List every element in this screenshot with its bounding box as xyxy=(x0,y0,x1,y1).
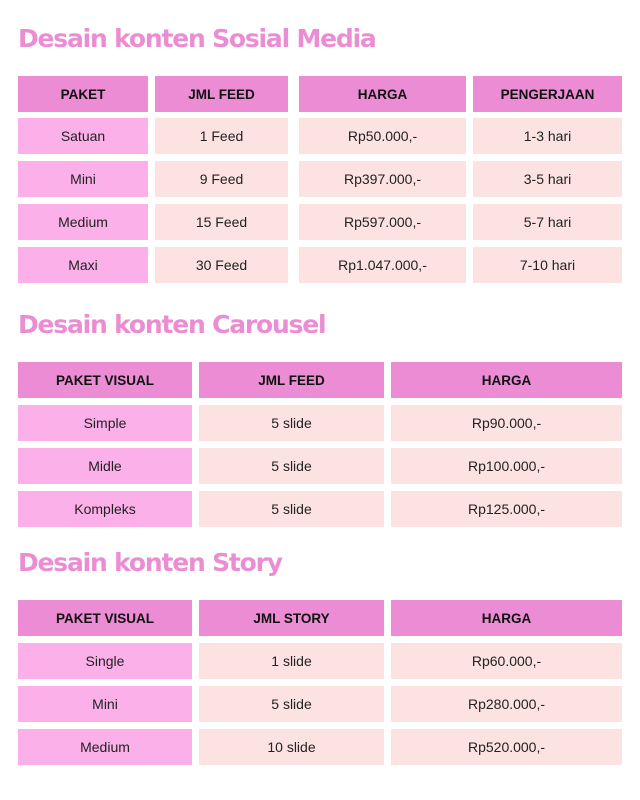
cell-harga: Rp1.047.000,- xyxy=(299,247,466,283)
cell-harga: Rp90.000,- xyxy=(391,405,622,441)
header-jml-feed: JML FEED xyxy=(199,362,384,398)
section-title-sosial-media: Desain konten Sosial Media xyxy=(18,24,376,53)
header-paket: PAKET xyxy=(18,76,148,112)
cell-jml-story: 5 slide xyxy=(199,686,384,722)
cell-paket: Satuan xyxy=(18,118,148,154)
cell-pengerjaan: 5-7 hari xyxy=(473,204,622,240)
cell-jml-feed: 5 slide xyxy=(199,405,384,441)
cell-paket-visual: Kompleks xyxy=(18,491,192,527)
header-jml-story: JML STORY xyxy=(199,600,384,636)
cell-jml-feed: 9 Feed xyxy=(155,161,288,197)
cell-paket: Medium xyxy=(18,204,148,240)
cell-harga: Rp520.000,- xyxy=(391,729,622,765)
cell-harga: Rp100.000,- xyxy=(391,448,622,484)
header-harga: HARGA xyxy=(299,76,466,112)
cell-harga: Rp397.000,- xyxy=(299,161,466,197)
cell-harga: Rp50.000,- xyxy=(299,118,466,154)
section-title-carousel: Desain konten Carousel xyxy=(18,310,326,339)
cell-harga: Rp280.000,- xyxy=(391,686,622,722)
cell-jml-story: 10 slide xyxy=(199,729,384,765)
header-harga: HARGA xyxy=(391,362,622,398)
cell-jml-story: 1 slide xyxy=(199,643,384,679)
cell-jml-feed: 5 slide xyxy=(199,491,384,527)
cell-pengerjaan: 7-10 hari xyxy=(473,247,622,283)
cell-jml-feed: 1 Feed xyxy=(155,118,288,154)
cell-paket: Mini xyxy=(18,161,148,197)
cell-pengerjaan: 3-5 hari xyxy=(473,161,622,197)
cell-paket-visual: Midle xyxy=(18,448,192,484)
cell-jml-feed: 5 slide xyxy=(199,448,384,484)
header-paket-visual: PAKET VISUAL xyxy=(18,600,192,636)
header-paket-visual: PAKET VISUAL xyxy=(18,362,192,398)
cell-paket-visual: Mini xyxy=(18,686,192,722)
cell-paket: Maxi xyxy=(18,247,148,283)
price-table-story xyxy=(18,600,622,766)
header-pengerjaan: PENGERJAAN xyxy=(473,76,622,112)
header-harga: HARGA xyxy=(391,600,622,636)
cell-paket-visual: Medium xyxy=(18,729,192,765)
cell-harga: Rp597.000,- xyxy=(299,204,466,240)
cell-paket-visual: Simple xyxy=(18,405,192,441)
cell-paket-visual: Single xyxy=(18,643,192,679)
cell-jml-feed: 30 Feed xyxy=(155,247,288,283)
price-table-carousel xyxy=(18,362,622,528)
section-title-story: Desain konten Story xyxy=(18,548,282,577)
price-table-sosial-media xyxy=(18,76,622,284)
cell-harga: Rp125.000,- xyxy=(391,491,622,527)
cell-pengerjaan: 1-3 hari xyxy=(473,118,622,154)
header-jml-feed: JML FEED xyxy=(155,76,288,112)
cell-jml-feed: 15 Feed xyxy=(155,204,288,240)
cell-harga: Rp60.000,- xyxy=(391,643,622,679)
